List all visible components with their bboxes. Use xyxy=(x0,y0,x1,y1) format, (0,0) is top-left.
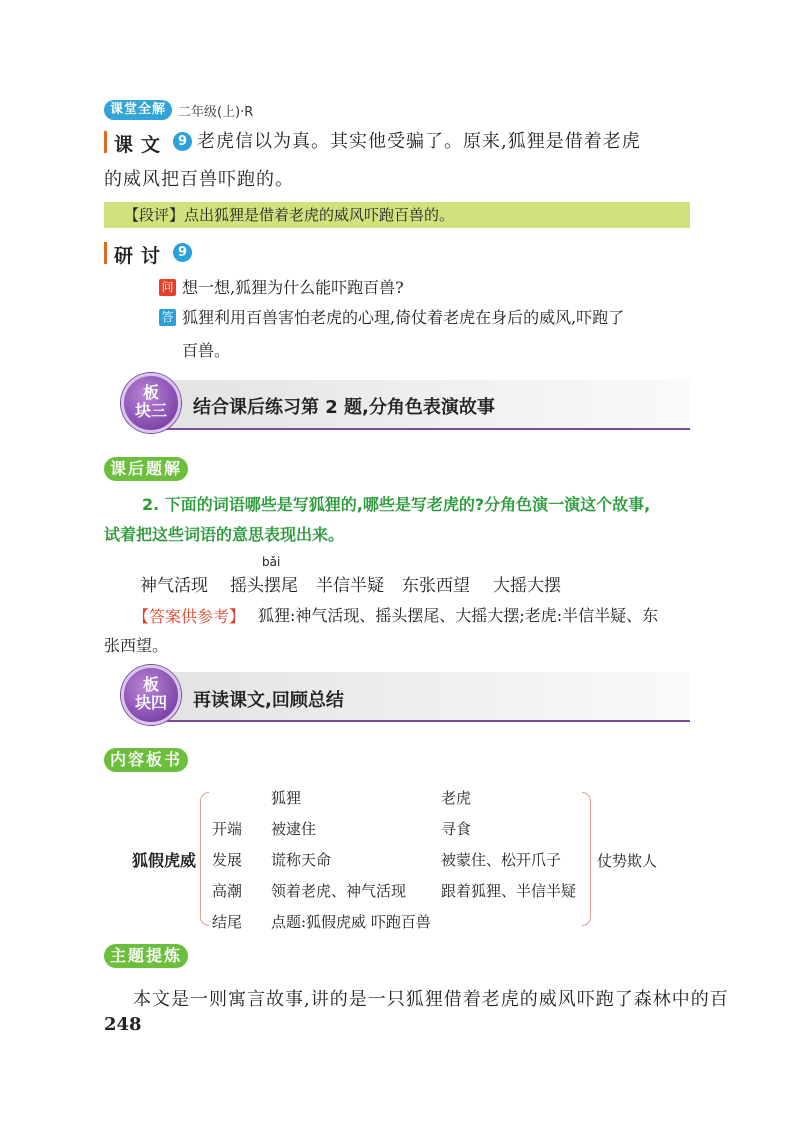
exercise-question-line-1: 2. 下面的词语哪些是写狐狸的,哪些是写老虎的?分角色演一演这个故事, xyxy=(142,495,651,514)
question-icon: 问 xyxy=(159,279,176,296)
board-col-fox: 狐狸 xyxy=(271,789,302,807)
discuss-answer-line-2: 百兽。 xyxy=(182,341,231,360)
exercise-tag: 课后题解 xyxy=(104,457,188,481)
exercise-answer-line-2: 张西望。 xyxy=(104,636,169,655)
paragraph-comment: 【段评】点出狐狸是借着老虎的威风吓跑百兽的。 xyxy=(124,206,455,224)
board-fox-cell: 领着老虎、神气活现 xyxy=(271,882,407,900)
theme-tag: 主题提炼 xyxy=(104,944,188,968)
board-tiger-cell: 被蒙住、松开爪子 xyxy=(441,851,562,869)
block4-badge-line1: 板 xyxy=(142,675,159,694)
word-3: 半信半疑 xyxy=(316,576,384,596)
section-marker xyxy=(104,242,107,264)
lesson-number-badge: 9 xyxy=(173,132,192,151)
word-5: 大摇大摆 xyxy=(493,576,561,596)
book-logo: 课堂全解 xyxy=(104,100,172,120)
text-line-1: 老虎信以为真。其实他受骗了。原来,狐狸是借着老虎 xyxy=(197,131,641,152)
left-brace xyxy=(200,792,209,926)
block4-badge-line2: 块四 xyxy=(134,693,167,712)
block3-title: 结合课后练习第 2 题,分角色表演故事 xyxy=(193,397,495,418)
text-line-2: 的威风把百兽吓跑的。 xyxy=(104,169,294,190)
exercise-question-line-2: 试着把这些词语的意思表现出来。 xyxy=(104,525,345,544)
section-marker xyxy=(104,131,107,153)
answer-label: 【答案供参考】 xyxy=(133,607,246,626)
exercise-answer-line-1: 狐狸:神气活现、摇头摆尾、大摇大摆;老虎:半信半疑、东 xyxy=(258,606,659,625)
block3-badge xyxy=(121,373,181,433)
text-section-label: 课文 xyxy=(114,134,169,156)
board-stage: 结尾 xyxy=(212,913,243,931)
board-fox-cell: 被逮住 xyxy=(271,820,317,838)
board-stage: 开端 xyxy=(212,820,243,838)
block4-badge xyxy=(121,665,181,725)
discuss-number-badge: 9 xyxy=(173,243,192,262)
board-conclusion: 仗势欺人 xyxy=(597,852,658,870)
board-col-tiger: 老虎 xyxy=(441,789,472,807)
block3-badge-line2: 块三 xyxy=(134,401,167,420)
word-2: 摇头摆尾 xyxy=(230,576,298,596)
theme-summary: 本文是一则寓言故事,讲的是一只狐狸借着老虎的威风吓跑了森林中的百 xyxy=(133,989,729,1010)
page-number: 248 xyxy=(104,1014,142,1035)
pinyin-annotation: bǎi xyxy=(262,555,281,569)
board-tiger-cell: 跟着狐狸、半信半疑 xyxy=(441,882,577,900)
board-tiger-cell: 寻食 xyxy=(441,820,472,838)
word-4: 东张西望 xyxy=(402,576,470,596)
board-main-title: 狐假虎威 xyxy=(132,851,197,870)
word-1: 神气活现 xyxy=(140,576,208,596)
book-grade: 二年级(上)·R xyxy=(178,105,254,120)
board-tag: 内容板书 xyxy=(104,748,188,772)
board-stage: 高潮 xyxy=(212,882,243,900)
right-brace xyxy=(582,792,591,926)
answer-icon: 答 xyxy=(159,309,176,326)
discuss-question: 想一想,狐狸为什么能吓跑百兽? xyxy=(182,278,404,297)
block4-title: 再读课文,回顾总结 xyxy=(193,690,344,711)
discuss-section-label: 研讨 xyxy=(114,245,169,267)
board-fox-cell: 谎称天命 xyxy=(271,851,332,869)
block3-badge-line1: 板 xyxy=(142,383,159,402)
board-fox-cell: 点题:狐假虎威 吓跑百兽 xyxy=(271,913,431,931)
discuss-answer-line-1: 狐狸利用百兽害怕老虎的心理,倚仗着老虎在身后的威风,吓跑了 xyxy=(182,308,625,327)
board-stage: 发展 xyxy=(212,851,243,869)
